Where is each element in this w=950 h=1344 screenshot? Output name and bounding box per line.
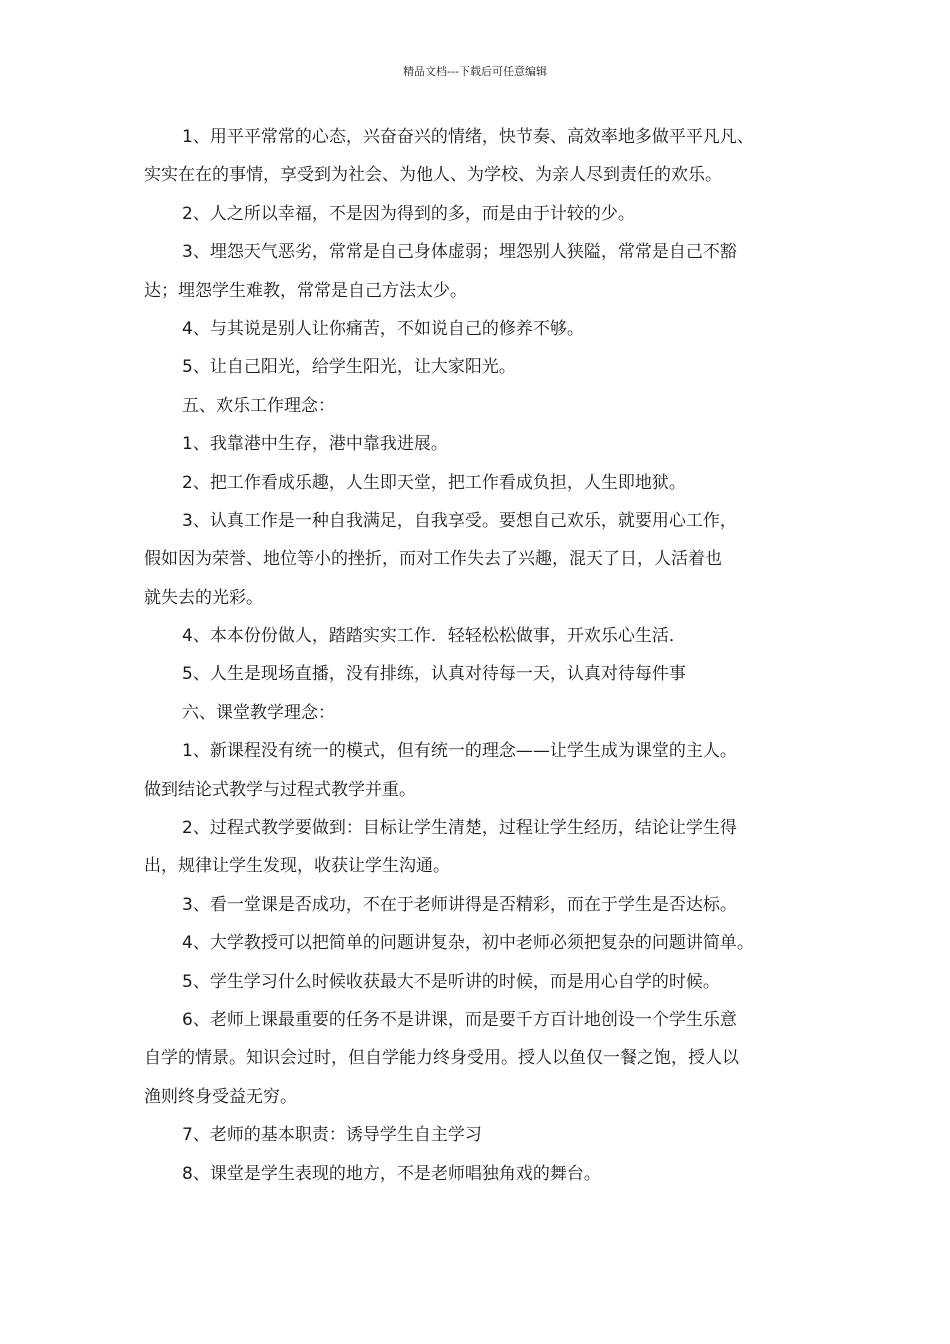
text-line: 4、与其说是别人让你痛苦，不如说自己的修养不够。 (182, 318, 584, 339)
text-line: 达；埋怨学生难教，常常是自己方法太少。 (144, 280, 467, 301)
text-line: 3、认真工作是一种自我满足，自我享受。要想自己欢乐，就要用心工作， (182, 510, 737, 531)
text-line: 6、老师上课最重要的任务不是讲课，而是要千方百计地创设一个学生乐意 (182, 1009, 737, 1030)
document-body (144, 118, 824, 1193)
text-line: 做到结论式教学与过程式教学并重。 (144, 779, 416, 800)
section-heading: 六、课堂教学理念： (182, 702, 335, 723)
text-line: 自学的情景。知识会过时，但自学能力终身受用。授人以鱼仅一餐之饱，授人以 (144, 1048, 739, 1069)
text-line: 5、学生学习什么时候收获最大不是听讲的时候，而是用心自学的时候。 (182, 971, 720, 992)
text-line: 5、让自己阳光，给学生阳光，让大家阳光。 (182, 357, 516, 378)
text-line: 1、我靠港中生存，港中靠我进展。 (182, 434, 448, 455)
text-line: 2、把工作看成乐趣，人生即天堂，把工作看成负担，人生即地狱。 (182, 472, 686, 493)
text-line: 3、看一堂课是否成功，不在于老师讲得是否精彩，而在于学生是否达标。 (182, 894, 737, 915)
text-line: 1、新课程没有统一的模式，但有统一的理念——让学生成为课堂的主人。 (182, 741, 737, 762)
text-line: 就失去的光彩。 (144, 587, 263, 608)
page-header: 精品文档---下载后可任意编辑 (403, 65, 547, 78)
section-heading: 五、欢乐工作理念： (182, 395, 335, 416)
text-line: 2、人之所以幸福，不是因为得到的多，而是由于计较的少。 (182, 203, 635, 224)
text-line: 2、过程式教学要做到：目标让学生清楚，过程让学生经历，结论让学生得 (182, 818, 737, 839)
text-line: 出，规律让学生发现，收获让学生沟通。 (144, 856, 450, 877)
text-line: 8、课堂是学生表现的地方，不是老师唱独角戏的舞台。 (182, 1163, 601, 1184)
text-line: 7、老师的基本职责：诱导学生自主学习 (182, 1125, 482, 1146)
text-line: 4、大学教授可以把简单的问题讲复杂，初中老师必须把复杂的问题讲简单。 (182, 933, 754, 954)
text-line: 假如因为荣誉、地位等小的挫折，而对工作失去了兴趣，混天了日，人活着也 (144, 549, 722, 570)
text-line: 4、本本份份做人，踏踏实实工作．轻轻松松做事，开欢乐心生活． (182, 626, 686, 647)
text-line: 1、用平平常常的心态，兴奋奋兴的情绪，快节奏、高效率地多做平平凡凡、 (182, 127, 754, 147)
text-line: 3、埋怨天气恶劣，常常是自己身体虚弱；埋怨别人狭隘，常常是自己不豁 (182, 242, 737, 263)
text-line: 5、人生是现场直播，没有排练，认真对待每一天，认真对待每件事 (182, 664, 686, 685)
text-line: 实实在在的事情，享受到为社会、为他人、为学校、为亲人尽到责任的欢乐。 (144, 165, 722, 186)
text-line: 渔则终身受益无穷。 (144, 1086, 297, 1107)
